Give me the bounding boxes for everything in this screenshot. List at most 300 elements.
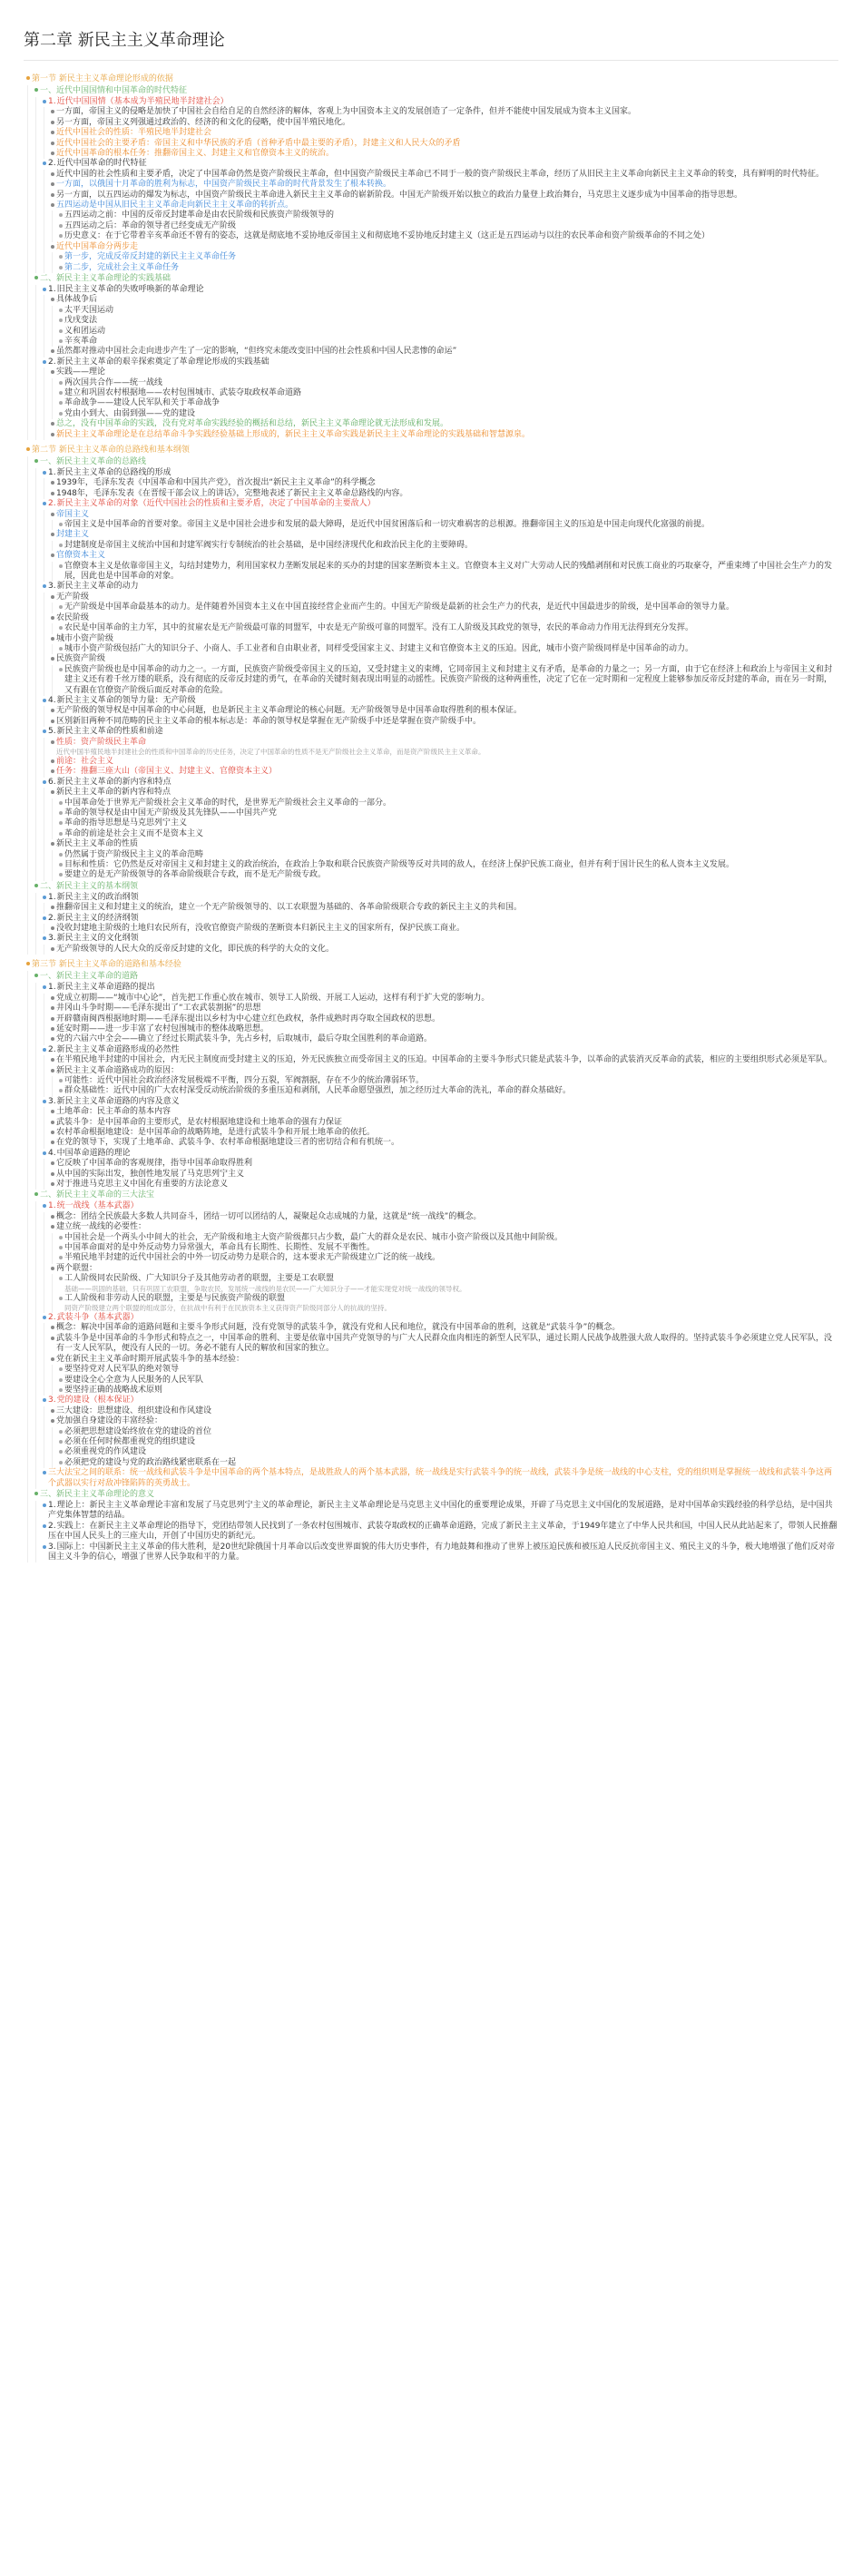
bullet-dot-icon[interactable] [56,1253,64,1259]
outline-item [48,1355,838,1396]
outline-item [40,914,838,935]
bullet-dot-icon[interactable] [40,1313,48,1319]
outline-item-text: 另一方面，帝国主义列强通过政治的、经济的和文化的侵略，使中国半殖民地化。 [56,117,351,127]
bullet-dot-icon[interactable] [48,510,56,516]
outline-item-text: 半殖民地半封建的近代中国社会的中外一切反动势力是联合的，这本要求无产阶级建立广泛的统一战线。 [64,1253,441,1263]
section-title: 第一节 新民主主义革命理论形成的依据 [32,74,173,83]
bullet-dot-icon[interactable] [56,602,64,609]
bullet-dot-icon[interactable] [56,818,64,825]
outline-item [48,149,838,159]
bullet-dot-icon[interactable] [32,85,40,92]
outline-item [48,757,838,767]
bullet-dot-icon[interactable] [24,959,32,965]
outline-item-text: 辛亥革命 [64,336,98,346]
bullet-dot-icon[interactable] [32,971,40,977]
bullet-dot-icon[interactable] [24,445,32,451]
outline-item [48,118,838,128]
outline-item [48,839,838,881]
subsection-node [32,1190,838,1489]
bullet-dot-icon[interactable] [48,1004,56,1010]
outline-item-text: 对于推进马克思主义中国化有重要的方法论意义 [56,1180,229,1189]
bullet-dot-icon[interactable] [40,358,48,364]
bullet-dot-icon[interactable] [40,1543,48,1549]
outline-item-text: 城市小资产阶级 [56,633,114,643]
bullet-dot-icon[interactable] [48,706,56,712]
bullet-dot-icon[interactable] [40,159,48,165]
outline-item [56,541,838,551]
bullet-dot-icon[interactable] [48,1138,56,1144]
bullet-dot-icon[interactable] [48,170,56,176]
bullet-dot-icon[interactable] [40,1097,48,1103]
outline-item-text: 官僚资本主义是依靠帝国主义，勾结封建势力，利用国家权力垄断发展起来的买办的封建的国家垄断资本主义。官僚资本主义对广大劳动人民的残酷剥削和对民族工商业的巧取豪夺，严重束缚了中国社会生产力的发展，因此也是中国革命的对象。 [64,561,833,582]
outline-item [56,602,838,612]
outline-item-text: 近代中国社会的性质：半殖民地半封建社会 [56,128,212,138]
bullet-dot-icon[interactable] [56,1076,64,1082]
bullet-dot-icon[interactable] [56,211,64,217]
outline-item-text: 近代中国革命分两步走 [56,241,139,251]
bullet-dot-icon[interactable] [56,263,64,269]
bullet-dot-icon[interactable] [56,231,64,238]
outline-item [40,358,838,440]
outline-item-text: 党的六届六中全会——确立了经过长期武装斗争，先占乡村，后取城市，最后夺取全国胜利的革命道路。 [56,1034,433,1044]
outline-item [48,717,838,727]
outline-item [56,829,838,839]
bullet-dot-icon[interactable] [40,914,48,920]
bullet-dot-icon[interactable] [56,306,64,312]
outline-item [40,893,838,914]
bullet-dot-icon[interactable] [56,1243,64,1249]
outline-item-text: 革命的领导权是由中国无产阶级及其先锋队——中国共产党 [64,808,278,818]
bullet-dot-icon[interactable] [56,850,64,857]
outline-item-text: 总之，没有中国革命的实践，没有党对革命实践经验的概括和总结，新民主主义革命理论就无法形成和发展。 [56,419,449,429]
bullet-dot-icon[interactable] [48,478,56,485]
outline-item-text: 党加强自身建设的丰富经验： [56,1416,163,1426]
outline-item [48,1323,838,1333]
outline-item-text: 4.新民主主义革命的领导力量：无产阶级 [48,695,196,705]
outline-item [48,945,838,955]
outline-item [48,180,838,190]
outline-item-text: 4.中国革命道路的理论 [48,1148,131,1158]
outline-item-text: 帝国主义 [56,509,90,519]
outline-item [48,1264,838,1313]
outline-item [56,870,838,880]
bullet-dot-icon[interactable] [48,139,56,145]
outline-item [40,778,838,881]
bullet-dot-icon[interactable] [32,273,40,279]
bullet-dot-icon[interactable] [48,1323,56,1329]
outline-item [48,347,838,357]
outline-item [48,1024,838,1034]
bullet-dot-icon[interactable] [56,252,64,259]
outline-item [56,1386,838,1396]
subsection-title: 一、新民主主义革命的总路线 [40,457,147,466]
bullet-dot-icon[interactable] [40,778,48,784]
outline-item [48,478,838,488]
outline-item [56,1294,838,1313]
outline-item-text: 第一步，完成反帝反封建的新民主主义革命任务 [64,252,237,262]
outline-item [56,808,838,818]
outline-item [48,419,838,429]
outline-item [48,1212,838,1222]
outline-item [56,263,838,273]
bullet-dot-icon[interactable] [56,398,64,405]
bullet-dot-icon[interactable] [56,409,64,416]
bullet-dot-icon[interactable] [56,644,64,651]
bullet-dot-icon[interactable] [48,1334,56,1340]
outline-item [56,1086,838,1096]
bullet-dot-icon[interactable] [56,337,64,343]
bullet-dot-icon[interactable] [40,1522,48,1528]
page-title: 第二章 新民主主义革命理论 [24,31,225,50]
outline-item [40,159,838,272]
bullet-dot-icon[interactable] [48,1416,56,1423]
bullet-dot-icon[interactable] [56,541,64,547]
outline-item [40,97,838,159]
bullet-dot-icon[interactable] [48,242,56,249]
bullet-dot-icon[interactable] [48,1264,56,1270]
outline-item-text: 在半殖民地半封建的中国社会，内无民主制度而受封建主义的压迫，外无民族独立而受帝国主义的压迫。中国革命的主要斗争形式只能是武装斗争，以革命的武装消灭反革命的武装，相应的主要组织形式必须是军队。 [56,1055,833,1065]
outline-item-text: 没收封建地主阶级的土地归农民所有，没收官僚资产阶级的垄断资本归新民主主义的国家所有，保护民族工商业。 [56,924,465,934]
outline-item-text: 概念：解决中国革命的道路问题和主要斗争形式问题，没有党领导的武装斗争，就没有党和人民和地位，就没有中国革命的胜利，这就是“武装斗争”的概念。 [56,1323,621,1333]
subsection-title: 二、新民主主义革命的三大法宝 [40,1190,155,1200]
outline-item [56,378,838,388]
bullet-dot-icon[interactable] [48,1159,56,1165]
bullet-dot-icon[interactable] [48,839,56,846]
bullet-dot-icon[interactable] [48,738,56,744]
outline-item [40,1313,838,1396]
bullet-dot-icon[interactable] [48,1118,56,1124]
outline-item-text: 它反映了中国革命的客观规律，指导中国革命取得胜利 [56,1159,253,1169]
section-title: 第三节 新民主主义革命的道路和基本经验 [32,960,181,970]
bullet-dot-icon[interactable] [56,316,64,322]
outline-item [48,139,838,149]
bullet-dot-icon[interactable] [56,808,64,815]
bullet-dot-icon[interactable] [48,1024,56,1031]
bullet-dot-icon[interactable] [56,1376,64,1382]
bullet-dot-icon[interactable] [56,870,64,877]
bullet-dot-icon[interactable] [56,860,64,867]
outline-item [48,994,838,1004]
outline-item [48,1416,838,1468]
bullet-dot-icon[interactable] [56,1365,64,1371]
bullet-dot-icon[interactable] [56,520,64,526]
bullet-dot-icon[interactable] [40,893,48,899]
bullet-dot-icon[interactable] [56,798,64,805]
bullet-dot-icon[interactable] [48,419,56,426]
outline-item [48,242,838,273]
outline-item-text: 性质：资产阶级民主革命 [56,737,147,747]
bullet-dot-icon[interactable] [48,1222,56,1229]
outline-item [56,398,838,408]
bullet-dot-icon[interactable] [24,73,32,80]
outline-item [48,1055,838,1065]
outline-item [56,1427,838,1437]
bullet-dot-icon[interactable] [48,1170,56,1176]
bullet-dot-icon[interactable] [48,613,56,620]
outline-item [56,211,838,220]
bullet-dot-icon[interactable] [56,665,64,671]
bullet-dot-icon[interactable] [40,499,48,505]
outline-item [40,499,838,582]
outline-item-text: 工人阶级和非劳动人民的联盟，主要是与民族资产阶级的联盟 [64,1293,286,1303]
bullet-dot-icon[interactable] [40,983,48,989]
outline-item [48,903,838,913]
bullet-dot-icon[interactable] [56,1437,64,1444]
outline-item [40,1543,838,1563]
outline-item-text: 革命战争——建设人民军队和关于革命战争 [64,398,220,408]
outline-item-text: 封建主义 [56,530,90,540]
bullet-dot-icon[interactable] [48,149,56,155]
outline-item-text: 三大法宝之间的联系：统一战线和武装斗争是中国革命的两个基本特点，是战胜敌人的两个基本武器，统一战线是实行武装斗争的统一战线，武装斗争是统一战线的中心支柱，党的组织则是掌握统一战线和武装斗争这两个武器以实行对敌冲锋陷阵的英勇战士。 [48,1468,833,1488]
outline-item [48,706,838,716]
outline-item-text: 必须把党的建设与党的政治路线紧密联系在一起 [64,1457,237,1467]
outline-item-text: 2.新民主主义革命的艰辛探索奠定了革命理论形成的实践基础 [48,357,269,367]
outline-note: 近代中国半殖民地半封建社会的性质和中国革命的历史任务，决定了中国革命的性质不是无产阶级社会主义革命，而是资产阶级民主主义革命。 [56,747,485,756]
bullet-dot-icon[interactable] [56,1427,64,1434]
outline-item [56,252,838,262]
bullet-dot-icon[interactable] [48,551,56,557]
outline-item-text: 2.武装斗争（基本武器） [48,1313,139,1323]
outline-item [56,221,838,231]
bullet-dot-icon[interactable] [40,285,48,291]
bullet-dot-icon[interactable] [32,1489,40,1495]
outline-item-text: 中国革命处于世界无产阶级社会主义革命的时代，是世界无产阶级社会主义革命的一部分。 [64,798,392,808]
bullet-dot-icon[interactable] [40,97,48,103]
bullet-dot-icon[interactable] [48,1406,56,1413]
outline-item [48,1128,838,1138]
bullet-dot-icon[interactable] [48,593,56,599]
bullet-dot-icon[interactable] [48,1107,56,1113]
outline-item-text: 一方面，帝国主义的侵略是加快了中国社会自给自足的自然经济的解体，客观上为中国资本主义的发展创造了一定条件，但并不能使中国发展成为资本主义国家。 [56,107,637,117]
subsection-node [32,881,838,955]
bullet-dot-icon[interactable] [48,191,56,197]
bullet-dot-icon[interactable] [48,107,56,113]
subsection-title: 二、新民主主义的基本纲领 [40,881,139,891]
outline-item-text: 党在新民主主义革命时期开展武装斗争的基本经验： [56,1354,245,1364]
outline-item-text: 民族资产阶级也是中国革命的动力之一。一方面，民族资产阶级受帝国主义的压迫，又受封建主义的束缚，它同帝国主义和封建主义有矛盾，是革命的力量之一；另一方面，由于它在经济上和政治上与帝国主义和封建主义还有着千丝万缕的联系，没有彻底的反帝反封建的勇气，在革命的关键时刻表现出明显的动摇性。民族资产阶级的这种两重性，决定了它在一定时期和一定程度上能够参加反帝反封建的革命，而在另一时期，又有跟在官僚资产阶级后面反对革命的危险。 [64,664,833,695]
bullet-dot-icon[interactable] [48,1066,56,1073]
section-node [24,445,838,955]
bullet-dot-icon[interactable] [56,829,64,836]
bullet-dot-icon[interactable] [56,221,64,228]
bullet-dot-icon[interactable] [48,1128,56,1134]
outline-item-text: 土地革命：民主革命的基本内容 [56,1107,171,1117]
outline-item [48,1066,838,1097]
bullet-dot-icon[interactable] [40,582,48,588]
title-divider [24,60,838,61]
section-title: 第二节 新民主主义革命的总路线和基本纲领 [32,446,190,455]
bullet-dot-icon[interactable] [32,1190,40,1196]
bullet-dot-icon[interactable] [32,881,40,887]
bullet-dot-icon[interactable] [48,757,56,763]
outline-item [48,128,838,138]
outline-item [40,1522,838,1543]
bullet-dot-icon[interactable] [48,295,56,301]
bullet-dot-icon[interactable] [48,717,56,723]
outline-item-text: 3.党的建设（根本保证） [48,1396,139,1406]
bullet-dot-icon[interactable] [48,489,56,495]
outline-item-text: 官僚资本主义 [56,551,106,561]
bullet-dot-icon[interactable] [40,727,48,733]
subsection-node [32,1489,838,1562]
outline-item-text: 无产阶级 [56,592,90,602]
outline-item [48,1406,838,1416]
outline-item-text: 2.实践上：在新民主主义革命理论的指导下，党团结带领人民找到了一条农村包围城市、武装夺取政权的正确革命道路，完成了新民主主义革命，于1949年建立了中华人民共和国，中国人民从此站起来了，带领人民推翻压在中国人民头上的三座大山，开创了中国历史的新纪元。 [48,1521,838,1542]
outline-item [56,327,838,337]
bullet-dot-icon[interactable] [48,367,56,374]
outline-item-text: 建立和巩固农村根据地——农村包围城市、武装夺取政权革命道路 [64,387,302,397]
outline-item-text: 概念：团结全民族最大多数人共同奋斗，团结一切可以团结的人，凝聚起众志成城的力量，这就是“统一战线”的概念。 [56,1211,482,1221]
outline-item-text: 仍然属于资产阶级民主主义的革命范畴 [64,849,204,859]
outline-item-text: 1.近代中国国情（基本成为半殖民地半封建社会） [48,97,229,106]
bullet-dot-icon[interactable] [56,1386,64,1392]
outline-item-text: 农民阶级 [56,612,90,622]
outline-item [48,510,838,531]
bullet-dot-icon[interactable] [48,1034,56,1041]
outline-item-text: 2.新民主主义革命道路形成的必然性 [48,1044,180,1054]
outline-item [40,1097,838,1149]
outline-item [48,1014,838,1024]
bullet-dot-icon[interactable] [56,1294,64,1300]
bullet-dot-icon[interactable] [56,623,64,630]
outline-item-text: 1939年，毛泽东发表《中国革命和中国共产党》，首次提出“新民主主义革命”的科学概念 [56,478,376,488]
bullet-dot-icon[interactable] [48,347,56,353]
bullet-dot-icon[interactable] [32,456,40,463]
outline-item [40,983,838,1044]
outline-item-text: 开辟赣南闽西根据地时期——毛泽东提出以乡村为中心建立红色政权，条件成熟时再夺取全国政权的思想。 [56,1014,441,1024]
bullet-dot-icon[interactable] [56,1447,64,1454]
bullet-dot-icon[interactable] [48,1055,56,1062]
outline-item [40,1396,838,1468]
bullet-dot-icon[interactable] [56,378,64,385]
section-node [24,73,838,440]
outline-item-text: 在党的领导下，实现了土地革命、武装斗争、农村革命根据地建设三者的密切结合和有机统一。 [56,1138,400,1148]
bullet-dot-icon[interactable] [48,634,56,641]
outline-item-text: 2.近代中国革命的时代特征 [48,159,147,169]
outline-item [56,665,838,696]
outline-item-text: 3.国际上：中国新民主主义革命的伟大胜利，是20世纪除俄国十月革命以后改变世界面貌的伟大历史事件，有力地鼓舞和推动了世界上被压迫民族和被压迫人民反抗帝国主义、殖民主义的斗争，极大地增强了他们反对帝国主义斗争的信心，增强了世界人民争取和平的力量。 [48,1542,836,1562]
outline-item [48,530,838,551]
outline-item-text: 新民主主义革命理论是在总结革命斗争实践经验基础上形成的，新民主主义革命实践是新民主主义革命理论的实践基础和智慧源泉。 [56,429,531,439]
outline-item [48,295,838,347]
outline-item [40,582,838,695]
outline-item-text: 具体战争后 [56,295,98,305]
outline-item-text: 1.新民主主义革命道路的提出 [48,983,155,993]
outline-item [48,191,838,201]
outline-item-text: 2.新民主主义革命的对象（近代中国社会的性质和主要矛盾，决定了中国革命的主要敌人） [48,499,376,509]
outline-item [56,644,838,654]
bullet-dot-icon[interactable] [48,118,56,124]
outline-item-text: 两次国共合作——统一战线 [64,377,163,387]
bullet-dot-icon[interactable] [40,1468,48,1474]
bullet-dot-icon[interactable] [40,1201,48,1208]
subsection-node [32,971,838,1190]
outline-item [56,306,838,316]
bullet-dot-icon[interactable] [56,1458,64,1464]
bullet-dot-icon[interactable] [56,327,64,333]
outline-item-text: 无产阶级领导的人民大众的反帝反封建的文化，即民族的科学的大众的文化。 [56,944,335,954]
bullet-dot-icon[interactable] [40,1149,48,1155]
outline-item-text: 近代中国的社会性质和主要矛盾，决定了中国革命仍然是资产阶级民主革命，但中国资产阶级民主革命已不同于一般的资产阶级民主革命，经历了从旧民主主义革命向新民主主义革命的转变，具有鲜明的时代特征。 [56,169,825,179]
outline-item [48,613,838,634]
outline-item-text: 必须重视党的作风建设 [64,1447,147,1457]
bullet-dot-icon[interactable] [56,1274,64,1280]
outline-item-text: 从中国的实际出发，独创性地发展了马克思列宁主义 [56,1169,245,1179]
outline-item [56,409,838,419]
bullet-dot-icon[interactable] [48,945,56,951]
outline-item-text: 无产阶级的领导权是中国革命的中心问题，也是新民主主义革命理论的核心问题。无产阶级领导是中国革命取得胜利的根本保证。 [56,706,523,716]
outline-item [48,1159,838,1169]
outline-item [48,593,838,613]
bullet-dot-icon[interactable] [48,924,56,930]
bullet-dot-icon[interactable] [48,654,56,661]
outline-item-text: 一方面，以俄国十月革命的胜利为标志，中国资产阶级民主革命的时代背景发生了根本转换。 [56,180,392,190]
outline-item-text: 农民是中国革命的主力军，其中的贫雇农是无产阶级最可靠的同盟军，中农是无产阶级可靠的同盟军。没有工人阶级及其政党的领导，农民的革命动力作用无法得到充分发挥。 [64,623,694,633]
outline-item-text: 要坚持党对人民军队的绝对领导 [64,1365,180,1375]
outline-item [48,1138,838,1148]
outline-item-text: 历史意义：在于它带着辛亥革命还不曾有的姿态，这就是彻底地不妥协地反帝国主义和彻底地不妥协地反封建主义（这正是五四运动与以往的农民革命和资产阶级革命的不同之处） [64,231,710,241]
outline-item-text: 要建设全心全意为人民服务的人民军队 [64,1375,204,1385]
bullet-dot-icon[interactable] [56,1086,64,1092]
outline-item-text: 党由小到大、由弱到强——党的建设 [64,408,196,418]
bullet-dot-icon[interactable] [48,1212,56,1219]
outline-item-text: 新民主主义革命的新内容和特点 [56,788,171,798]
outline-item-text: 三大建设：思想建设、组织建设和作风建设 [56,1406,212,1415]
bullet-dot-icon[interactable] [48,1014,56,1021]
bullet-dot-icon[interactable] [48,1355,56,1361]
bullet-dot-icon[interactable] [56,388,64,395]
outline-item [56,818,838,828]
bullet-dot-icon[interactable] [48,1180,56,1186]
outline-item [56,562,838,583]
bullet-dot-icon[interactable] [56,562,64,568]
bullet-dot-icon[interactable] [48,903,56,909]
bullet-dot-icon[interactable] [48,128,56,134]
outline-item-text: 近代中国革命的根本任务：推翻帝国主义、封建主义和官僚资本主义的统治。 [56,149,335,159]
bullet-dot-icon[interactable] [48,788,56,794]
outline-item [48,107,838,117]
outline-item [40,1149,838,1190]
outline-item [48,1180,838,1190]
bullet-dot-icon[interactable] [48,180,56,186]
outline-item [48,1334,838,1355]
bullet-dot-icon[interactable] [48,530,56,536]
bullet-dot-icon[interactable] [40,934,48,940]
bullet-dot-icon[interactable] [40,468,48,475]
bullet-dot-icon[interactable] [56,1233,64,1239]
bullet-dot-icon[interactable] [40,1501,48,1507]
outline-item-text: 五四运动是中国从旧民主主义革命走向新民主主义革命的转折点。 [56,201,294,211]
bullet-dot-icon[interactable] [40,1045,48,1052]
subsection-node [32,273,838,440]
bullet-dot-icon[interactable] [48,767,56,773]
outline-item [56,860,838,870]
outline-item [48,654,838,696]
outline-item [56,1274,838,1293]
bullet-dot-icon[interactable] [40,696,48,702]
bullet-dot-icon[interactable] [48,201,56,207]
bullet-dot-icon[interactable] [40,1396,48,1402]
bullet-dot-icon[interactable] [48,430,56,436]
outline-item-text: 必须把思想建设始终放在党的建设的首位 [64,1426,212,1436]
bullet-dot-icon[interactable] [48,994,56,1000]
outline-item [40,1468,838,1489]
outline-item-text: 无产阶级是中国革命最基本的动力。是伴随着外国资本主义在中国直接经营企业而产生的。中国无产阶级是最新的社会生产力的代表，是近代中国最进步的阶级，是中国革命的领导力量。 [64,602,735,612]
subsection-title: 二、新民主主义革命理论的实践基础 [40,273,171,283]
outline-item-text: 两个联盟： [56,1263,98,1273]
outline-item [48,1107,838,1117]
outline-item [48,788,838,839]
